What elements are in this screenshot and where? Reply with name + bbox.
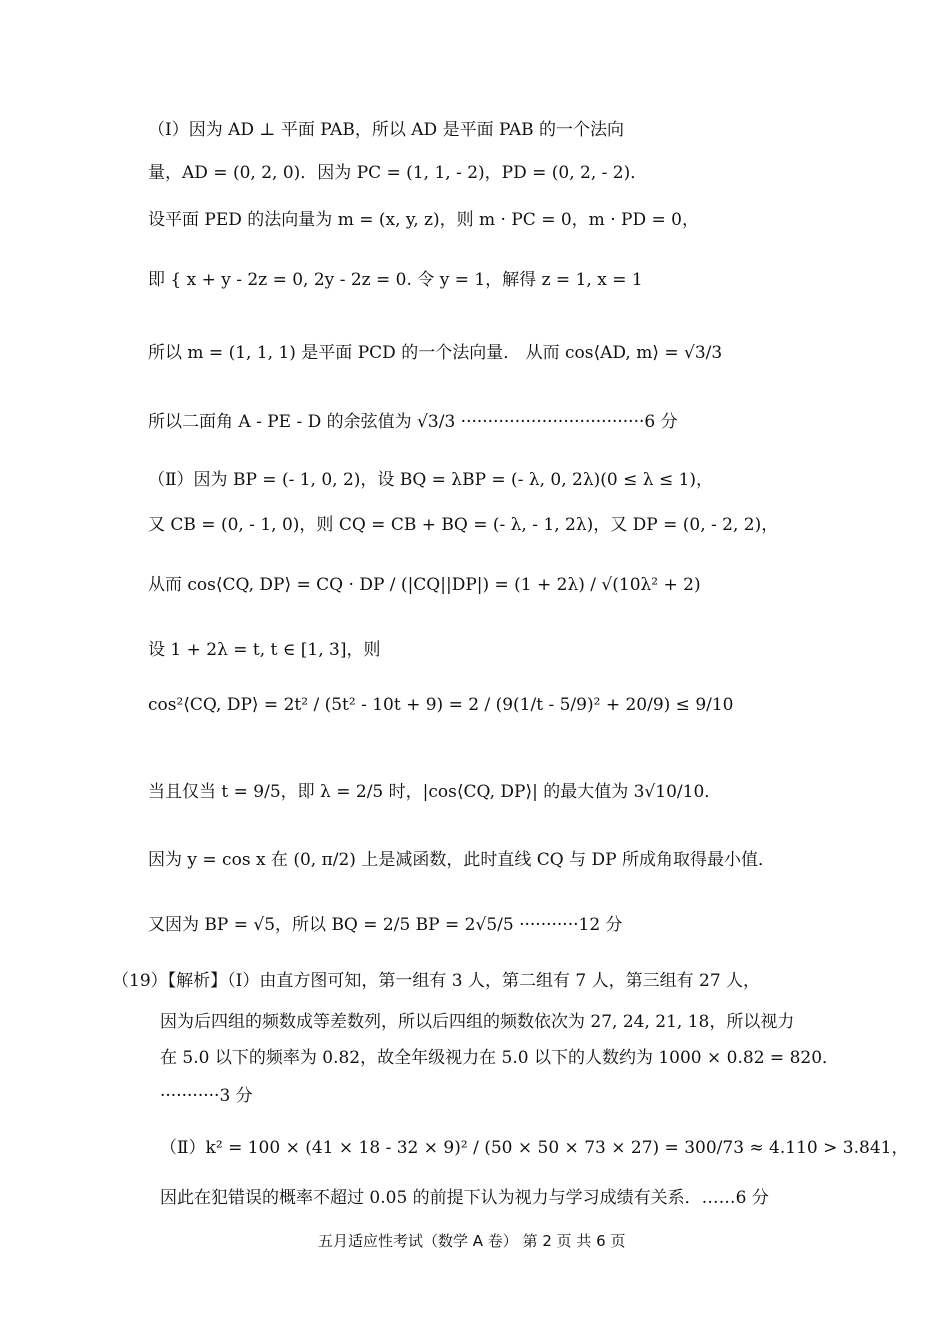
- solution-line-5: 所以 m = (1, 1, 1) 是平面 PCD 的一个法向量． 从而 cos⟨AD, m⟩ = √3/3: [148, 343, 723, 363]
- solution-line-8: 又 CB = (0, - 1, 0)，则 CQ = CB + BQ = (- λ, - 1, 2λ)，又 DP = (0, - 2, 2)，: [148, 515, 779, 535]
- page-footer: 五月适应性考试（数学 A 卷） 第 2 页 共 6 页: [318, 1232, 626, 1250]
- q19-line-6-conclusion: 因此在犯错误的概率不超过 0.05 的前提下认为视力与学习成绩有关系．……6 分: [160, 1188, 769, 1208]
- solution-line-4-equation-system: 即 { x + y - 2z = 0, 2y - 2z = 0. 令 y = 1，解得 z = 1, x = 1: [148, 270, 643, 290]
- q19-line-2: 因为后四组的频数成等差数列，所以后四组的频数依次为 27, 24, 21, 18，所以视力: [160, 1012, 795, 1032]
- solution-line-10: 设 1 + 2λ = t, t ∈ [1, 3]，则: [148, 640, 381, 660]
- solution-line-11-cos-squared: cos²⟨CQ, DP⟩ = 2t² / (5t² - 10t + 9) = 2 / (9(1/t - 5/9)² + 20/9) ≤ 9/10: [148, 695, 734, 715]
- solution-line-1: （Ⅰ）因为 AD ⊥ 平面 PAB，所以 AD 是平面 PAB 的一个法向: [148, 120, 625, 140]
- solution-line-14-score: 又因为 BP = √5，所以 BQ = 2/5 BP = 2√5/5 ···········12 分: [148, 915, 623, 935]
- solution-line-2: 量，AD = (0, 2, 0)．因为 PC = (1, 1, - 2)，PD = (0, 2, - 2)．: [148, 163, 648, 183]
- q19-line-5-chi-square: （Ⅱ）k² = 100 × (41 × 18 - 32 × 9)² / (50 × 50 × 73 × 27) = 300/73 ≈ 4.110 > 3.841，: [160, 1138, 909, 1158]
- solution-line-3: 设平面 PED 的法向量为 m = (x, y, z)，则 m · PC = 0，m · PD = 0，: [148, 210, 699, 230]
- solution-line-6-score: 所以二面角 A - PE - D 的余弦值为 √3/3 ··································6 分: [148, 412, 678, 432]
- q19-line-3: 在 5.0 以下的频率为 0.82，故全年级视力在 5.0 以下的人数约为 1000 × 0.82 = 820．: [160, 1048, 840, 1068]
- solution-line-13: 因为 y = cos x 在 (0, π/2) 上是减函数，此时直线 CQ 与 DP 所成角取得最小值．: [148, 850, 775, 870]
- q19-line-1: （19）【解析】（Ⅰ）由直方图可知，第一组有 3 人，第二组有 7 人，第三组有 27 人，: [112, 971, 761, 991]
- solution-line-12-maximum: 当且仅当 t = 9/5，即 λ = 2/5 时，|cos⟨CQ, DP⟩| 的最大值为 3√10/10．: [148, 782, 722, 802]
- solution-line-9-cosine: 从而 cos⟨CQ, DP⟩ = CQ · DP / (|CQ||DP|) = (1 + 2λ) / √(10λ² + 2): [148, 575, 701, 595]
- solution-line-7: （Ⅱ）因为 BP = (- 1, 0, 2)，设 BQ = λBP = (- λ, 0, 2λ)(0 ≤ λ ≤ 1)，: [148, 470, 714, 490]
- q19-line-4-score: ···········3 分: [160, 1086, 253, 1106]
